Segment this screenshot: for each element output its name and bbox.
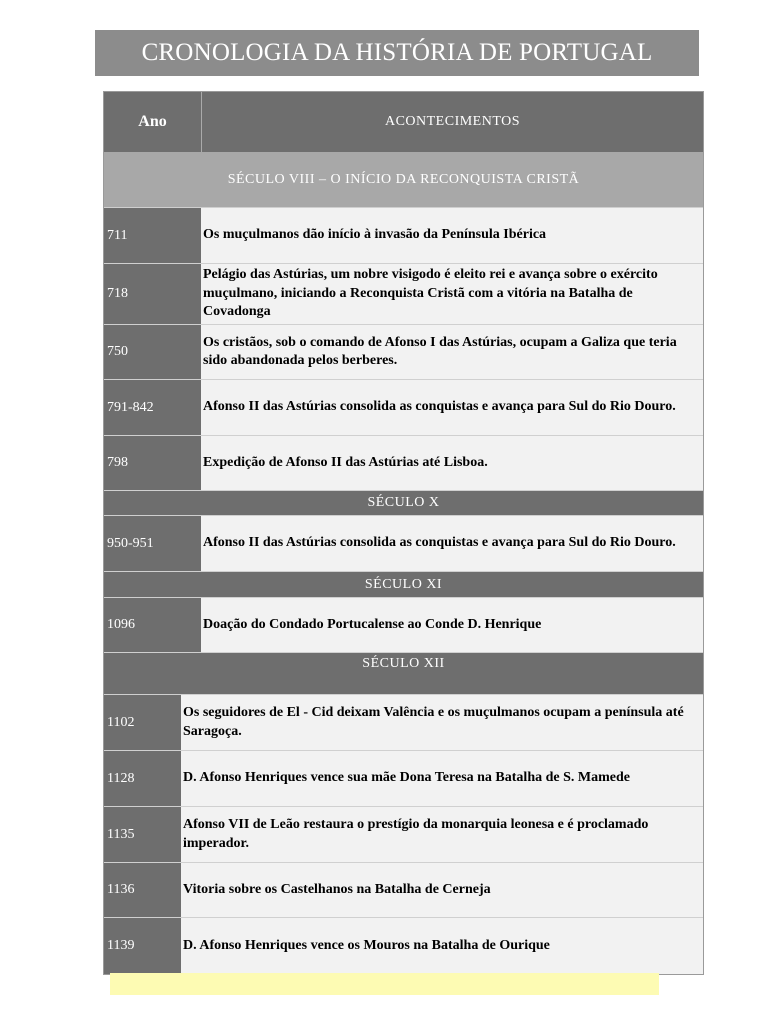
table-row [104,751,703,807]
event-cell: Doação do Condado Portucalense ao Conde D. Henrique [201,598,703,652]
chronology-table [103,91,704,975]
table-row [104,380,703,436]
table-row [104,208,703,264]
table-row [104,807,703,863]
table-row [104,598,703,653]
event-cell: Afonso II das Astúrias consolida as conquistas e avança para Sul do Rio Douro. [201,516,703,571]
event-cell: Afonso VII de Leão restaura o prestígio da monarquia leonesa e é proclamado imperador. [181,807,703,862]
year-cell: 718 [104,264,201,324]
table-header-row [104,92,703,152]
event-cell: Expedição de Afonso II das Astúrias até Lisboa. [201,436,703,490]
section-header-century-12: SÉCULO XII [104,653,703,695]
event-cell: Vitoria sobre os Castelhanos na Batalha de Cerneja [181,863,703,917]
event-cell: Afonso II das Astúrias consolida as conquistas e avança para Sul do Rio Douro. [201,380,703,435]
table-row [104,436,703,491]
event-cell: Os cristãos, sob o comando de Afonso I das Astúrias, ocupam a Galiza que teria sido abandonada pelos berberes. [201,325,703,379]
table-row [104,516,703,572]
section-header-century-10: SÉCULO X [104,491,703,516]
page-title: CRONOLOGIA DA HISTÓRIA DE PORTUGAL [95,30,699,76]
event-cell: Pelágio das Astúrias, um nobre visigodo é eleito rei e avança sobre o exército muçulmano, iniciando a Reconquista Cristã com a vitória na Batalha de Covadonga [201,264,703,324]
year-cell: 791-842 [104,380,201,435]
year-cell: 1135 [104,807,181,862]
year-cell: 750 [104,325,201,379]
year-cell: 1102 [104,695,181,750]
year-cell: 1128 [104,751,181,806]
event-cell: Os seguidores de El - Cid deixam Valência e os muçulmanos ocupam a península até Saragoça. [181,695,703,750]
year-cell: 1096 [104,598,201,652]
events-column-header: ACONTECIMENTOS [384,114,521,129]
table-row [104,918,703,974]
year-cell: 1139 [104,918,181,974]
section-header-century-8: SÉCULO VIII – O INÍCIO DA RECONQUISTA CRISTÃ [104,152,703,208]
section-header-century-11: SÉCULO XI [104,572,703,598]
table-row [104,863,703,918]
year-cell: 950-951 [104,516,201,571]
year-column-header: Ano [104,92,202,152]
event-cell: D. Afonso Henriques vence sua mãe Dona Teresa na Batalha de S. Mamede [181,751,703,806]
table-row [104,264,703,325]
event-cell: D. Afonso Henriques vence os Mouros na Batalha de Ourique [181,918,703,974]
table-row [104,695,703,751]
table-row [104,325,703,380]
year-cell: 1136 [104,863,181,917]
year-cell: 711 [104,208,201,263]
year-cell: 798 [104,436,201,490]
highlight-bar [110,973,659,995]
event-cell: Os muçulmanos dão início à invasão da Península Ibérica [201,208,703,263]
